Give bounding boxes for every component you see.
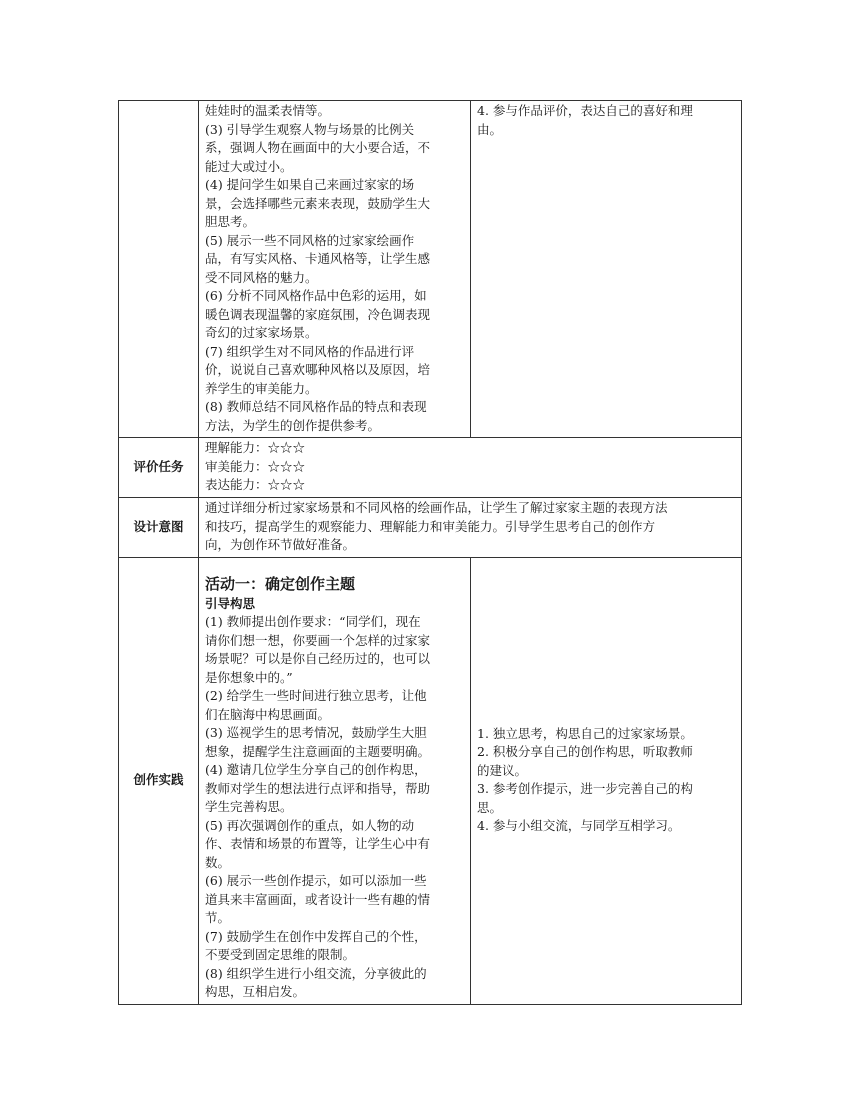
text-line: (6) 展示一些创作提示，如可以添加一些 xyxy=(205,873,427,888)
text-line: 奇幻的过家家场景。 xyxy=(205,325,318,340)
text-line: 构思，互相启发。 xyxy=(205,984,306,999)
text-line: 养学生的审美能力。 xyxy=(205,380,318,396)
activity-subtitle: 引导构思 xyxy=(205,596,256,611)
text-line: 景，会选择哪些元素来表现，鼓励学生大 xyxy=(205,195,431,211)
text-line: 不要受到固定思维的限制。 xyxy=(205,947,356,962)
text-line: 受不同风格的魅力。 xyxy=(205,269,318,285)
text-line: (3) 引导学生观察人物与场景的比例关 xyxy=(205,121,415,137)
text-line: (1) 教师提出创作要求：“同学们，现在 xyxy=(205,614,421,629)
student-activity-cell xyxy=(471,101,742,438)
evaluation-content xyxy=(199,438,742,498)
text-line: 理解能力：☆☆☆ xyxy=(205,440,306,455)
text-line: 场景呢？可以是你自己经历过的，也可以 xyxy=(205,651,431,666)
text-line: (5) 展示一些不同风格的过家家绘画作 xyxy=(205,232,415,248)
text-line: 4. 参与作品评价，表达自己的喜好和理 xyxy=(477,103,693,118)
text-line: 1. 独立思考，构思自己的过家家场景。 xyxy=(477,725,693,741)
text-line: 们在脑海中构思画面。 xyxy=(205,706,331,722)
text-line: 向，为创作环节做好准备。 xyxy=(205,537,356,553)
design-intent-content xyxy=(199,498,742,558)
text-line: (4) 邀请几位学生分享自己的创作构思， xyxy=(205,762,427,777)
empty-label-cell xyxy=(119,101,199,438)
text-line: 的建议。 xyxy=(477,762,528,778)
lesson-plan-table xyxy=(118,100,742,1005)
text-line: (8) 组织学生进行小组交流，分享彼此的 xyxy=(205,965,427,981)
text-line: 和技巧，提高学生的观察能力、理解能力和审美能力。引导学生思考自己的创作方 xyxy=(205,518,656,534)
text-line: (2) 给学生一些时间进行独立思考，让他 xyxy=(205,688,427,703)
text-line: 作、表情和场景的布置等，让学生心中有 xyxy=(205,836,431,851)
text-line: 2. 积极分享自己的创作构思，听取教师 xyxy=(477,744,693,760)
text-line: (5) 再次强调创作的重点，如人物的动 xyxy=(205,817,415,833)
activity-title: 活动一：确定创作主题 xyxy=(205,575,356,593)
text-line: 能过大或过小。 xyxy=(205,158,293,174)
text-line: 品，有写实风格、卡通风格等，让学生感 xyxy=(205,251,431,266)
practice-row xyxy=(119,558,742,1005)
design-intent-label: 设计意图 xyxy=(119,498,199,558)
text-line: 系，强调人物在画面中的大小要合适，不 xyxy=(205,140,431,155)
text-line: (3) 巡视学生的思考情况，鼓励学生大胆 xyxy=(205,725,427,740)
text-line: (7) 组织学生对不同风格的作品进行评 xyxy=(205,343,415,359)
text-line: 3. 参考创作提示，进一步完善自己的构 xyxy=(477,781,693,797)
text-line: 思。 xyxy=(477,799,503,815)
text-line: 方法，为学生的创作提供参考。 xyxy=(205,417,381,433)
design-intent-row xyxy=(119,498,742,558)
text-line: 想象，提醒学生注意画面的主题要明确。 xyxy=(205,743,431,759)
text-line: 请你们想一想，你要画一个怎样的过家家 xyxy=(205,632,431,648)
text-line: (4) 提问学生如果自己来画过家家的场 xyxy=(205,177,415,192)
evaluation-row xyxy=(119,438,742,498)
practice-student-cell xyxy=(471,558,742,1005)
practice-label: 创作实践 xyxy=(119,558,199,1005)
evaluation-label: 评价任务 xyxy=(119,438,199,498)
text-line: (6) 分析不同风格作品中色彩的运用，如 xyxy=(205,288,427,303)
text-line: 胆思考。 xyxy=(205,214,256,229)
text-line: 通过详细分析过家家场景和不同风格的绘画作品，让学生了解过家家主题的表现方法 xyxy=(205,500,668,516)
text-line: 教师对学生的想法进行点评和指导，帮助 xyxy=(205,780,431,796)
text-line: 节。 xyxy=(205,910,231,925)
text-line: 娃娃时的温柔表情等。 xyxy=(205,103,331,118)
text-line: 审美能力：☆☆☆ xyxy=(205,458,306,474)
teacher-activity-cell xyxy=(199,101,471,438)
text-line: (7) 鼓励学生在创作中发挥自己的个性， xyxy=(205,928,427,944)
text-line: 道具来丰富画面，或者设计一些有趣的情 xyxy=(205,891,431,907)
text-line: 是你想象中的。” xyxy=(205,669,293,685)
text-line: 暖色调表现温馨的家庭氛围，冷色调表现 xyxy=(205,306,431,322)
text-line: 由。 xyxy=(477,121,503,137)
text-line: 4. 参与小组交流，与同学互相学习。 xyxy=(477,818,681,834)
continuation-row xyxy=(119,101,742,438)
practice-teacher-cell xyxy=(199,558,471,1005)
text-line: 学生完善构思。 xyxy=(205,799,293,814)
text-line: 价，说说自己喜欢哪种风格以及原因，培 xyxy=(205,362,431,377)
text-line: (8) 教师总结不同风格作品的特点和表现 xyxy=(205,399,427,414)
text-line: 数。 xyxy=(205,854,231,870)
text-line: 表达能力：☆☆☆ xyxy=(205,477,306,492)
